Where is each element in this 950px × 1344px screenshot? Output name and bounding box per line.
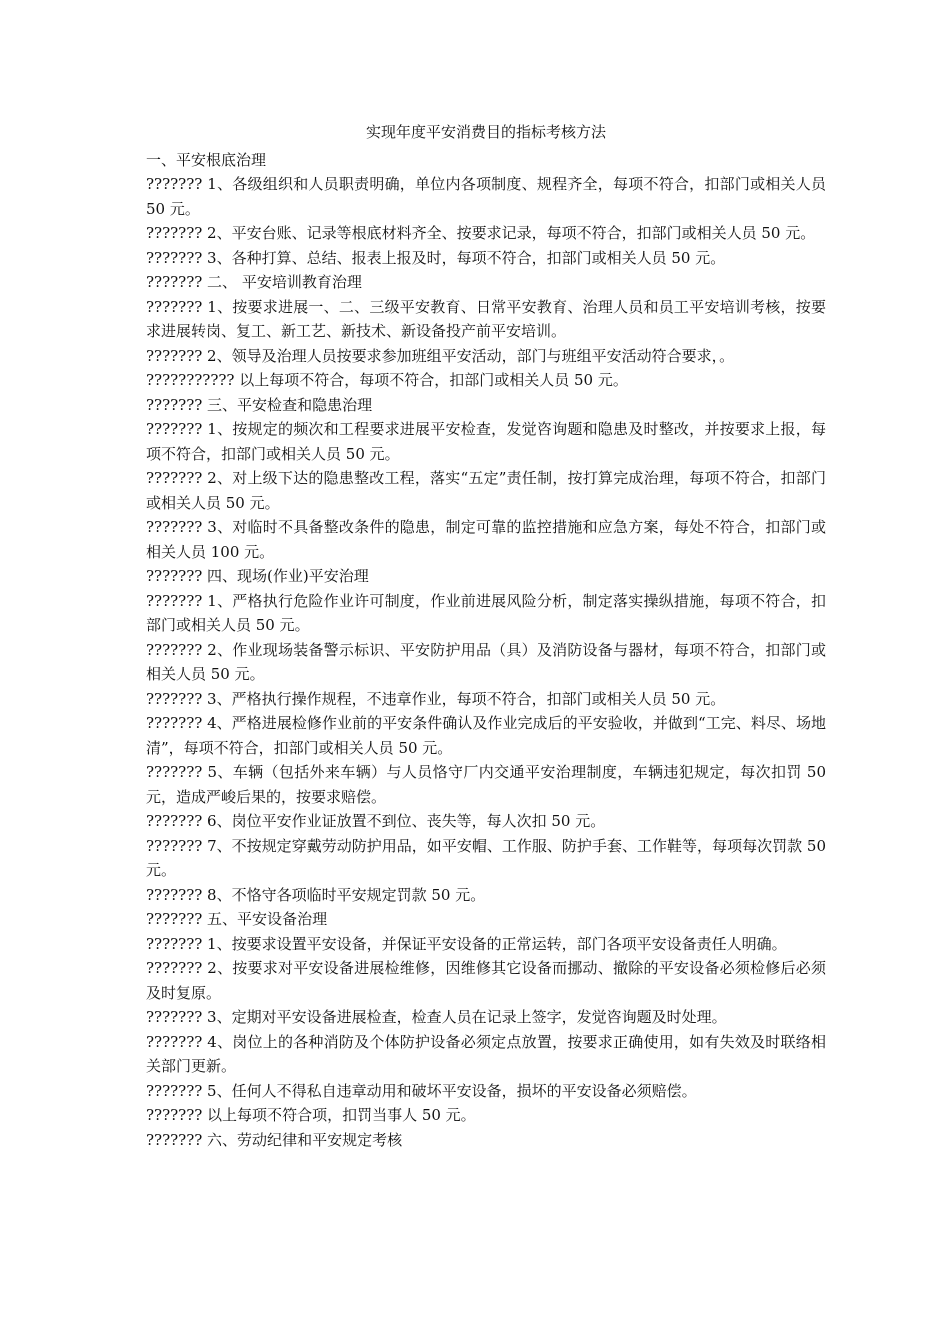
- body-line: ??????? 1、各级组织和人员职责明确，单位内各项制度、规程齐全，每项不符合，扣部门或相关人员 50 元。: [146, 175, 826, 218]
- body-line: ??????? 1、按要求设置平安设备，并保证平安设备的正常运转，部门各项平安设备责任人明确。: [146, 934, 787, 953]
- body-line: ??????? 2、领导及治理人员按要求参加班组平安活动，部门与班组平安活动符合要求，。: [146, 346, 735, 365]
- body-line: ??????? 7、不按规定穿戴劳动防护用品，如平安帽、工作服、防护手套、工作鞋等，每项每次罚款 50 元。: [146, 836, 826, 879]
- body-line: ??????? 5、车辆（包括外来车辆）与人员恪守厂内交通平安治理制度，车辆违犯规定，每次扣罚 50 元，造成严峻后果的，按要求赔偿。: [146, 763, 826, 806]
- body-line: ??????? 6、岗位平安作业证放置不到位、丧失等，每人次扣 50 元。: [146, 812, 606, 830]
- body-line: ??????? 4、岗位上的各种消防及个体防护设备必须定点放置，按要求正确使用，如有失效及时联络相关部门更新。: [146, 1032, 826, 1075]
- body-line: ??????? 3、各种打算、总结、报表上报及时，每项不符合，扣部门或相关人员 50 元。: [146, 248, 726, 267]
- body-line: ??????? 3、定期对平安设备进展检查，检查人员在记录上签字，发觉咨询题及时处理。: [146, 1008, 727, 1026]
- body-line: ??????? 4、严格进展检修作业前的平安条件确认及作业完成后的平安验收，并做到“工完、料尽、场地清”，每项不符合，扣部门或相关人员 50 元。: [146, 714, 826, 757]
- body-line: ??????? 四、现场(作业)平安治理: [146, 567, 369, 585]
- body-line: ??????????? 以上每项不符合，每项不符合，扣部门或相关人员 50 元。: [146, 371, 628, 389]
- body-line: ??????? 3、严格执行操作规程，不违章作业，每项不符合，扣部门或相关人员 50 元。: [146, 689, 726, 708]
- body-line: ??????? 8、不恪守各项临时平安规定罚款 50 元。: [146, 885, 486, 904]
- body-line: ??????? 3、对临时不具备整改条件的隐患，制定可靠的监控措施和应急方案，每处不符合，扣部门或相关人员 100 元。: [146, 518, 826, 561]
- document-page: [146, 120, 826, 1152]
- body-line: ??????? 三、平安检查和隐患治理: [146, 395, 373, 414]
- body-line: ??????? 2、作业现场装备警示标识、平安防护用品（具）及消防设备与器材，每项不符合，扣部门或相关人员 50 元。: [146, 640, 826, 683]
- body-line: ??????? 1、按要求进展一、二、三级平安教育、日常平安教育、治理人员和员工平安培训考核，按要求进展转岗、复工、新工艺、新技术、新设备投产前平安培训。: [146, 297, 826, 340]
- body-line: ??????? 2、对上级下达的隐患整改工程，落实“五定”责任制，按打算完成治理，每项不符合，扣部门或相关人员 50 元。: [146, 469, 826, 512]
- body-line: ??????? 1、严格执行危险作业许可制度，作业前进展风险分析，制定落实操纵措施，每项不符合，扣部门或相关人员 50 元。: [146, 591, 826, 634]
- body-line: ??????? 六、劳动纪律和平安规定考核: [146, 1130, 403, 1149]
- body-line: 一、平安根底治理: [146, 150, 267, 169]
- document-body: [146, 148, 826, 1153]
- body-line: ??????? 以上每项不符合项，扣罚当事人 50 元。: [146, 1106, 476, 1124]
- body-line: ??????? 2、按要求对平安设备进展检维修，因维修其它设备而挪动、撤除的平安设备必须检修后必须及时复原。: [146, 959, 826, 1002]
- body-line: ??????? 二、 平安培训教育治理: [146, 273, 362, 291]
- document-title: 实现年度平安消费目的指标考核方法: [365, 123, 606, 141]
- body-line: ??????? 2、平安台账、记录等根底材料齐全、按要求记录，每项不符合，扣部门或相关人员 50 元。: [146, 224, 816, 242]
- body-line: ??????? 5、任何人不得私自违章动用和破坏平安设备，损坏的平安设备必须赔偿。: [146, 1081, 697, 1100]
- body-line: ??????? 1、按规定的频次和工程要求进展平安检查，发觉咨询题和隐患及时整改，并按要求上报，每项不符合，扣部门或相关人员 50 元。: [146, 420, 826, 463]
- body-line: ??????? 五、平安设备治理: [146, 910, 328, 928]
